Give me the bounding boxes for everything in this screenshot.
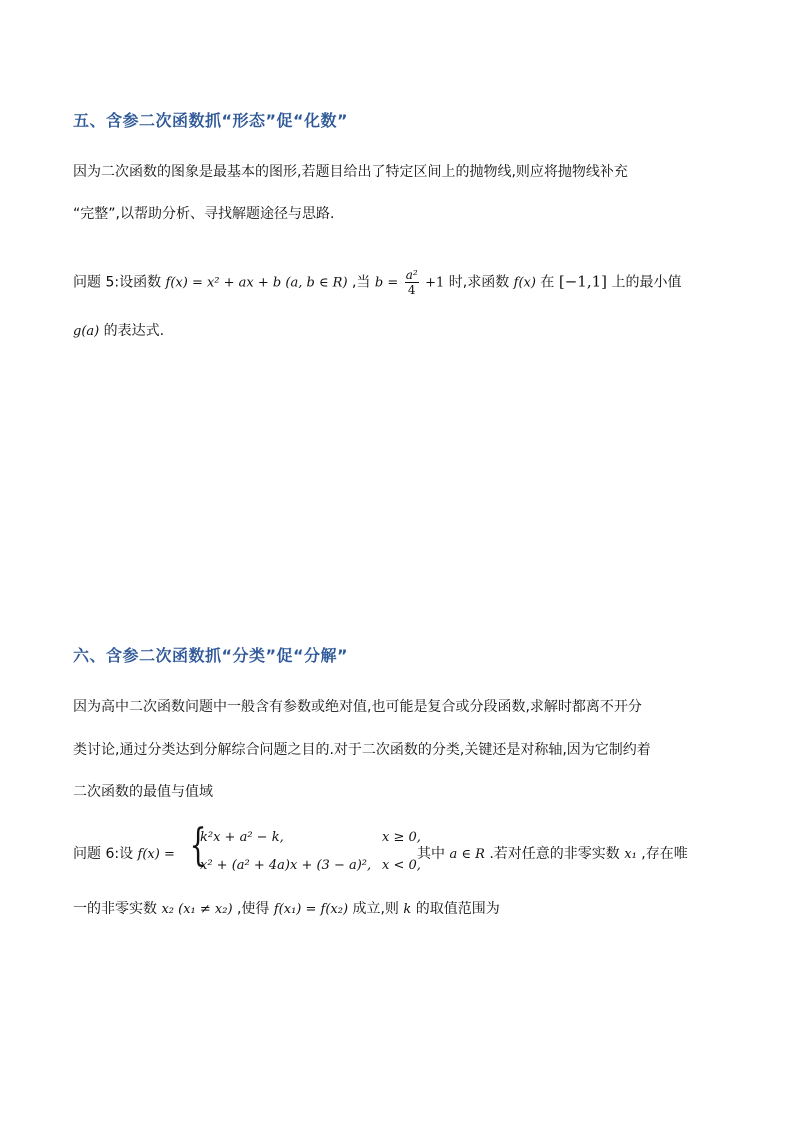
problem5-interval: [−1,1] bbox=[558, 272, 607, 291]
problem6-where: 其中 bbox=[417, 846, 445, 862]
problem6-after-r: .若对任意的非零实数 bbox=[489, 846, 620, 862]
problem5-in: 在 bbox=[540, 274, 555, 291]
problem6-x1: x₁ bbox=[624, 847, 637, 862]
piecewise-case2: x² + (a² + 4a)x + (3 − a)², bbox=[200, 858, 372, 873]
problem6-fx-eq: f(x) = bbox=[137, 847, 175, 862]
problem6-label-wrap bbox=[73, 844, 175, 865]
problem5-b-eq: b = bbox=[374, 275, 399, 291]
problem6-exists: ,存在唯 bbox=[641, 846, 688, 862]
section5-para-line2: “完整”,以帮助分析、寻找解题途径与思路. bbox=[73, 206, 335, 222]
problem6-label: 问题 6:设 bbox=[73, 846, 134, 862]
problem6-f-eq: f(x₁) = f(x₂) bbox=[273, 902, 349, 917]
section6-para-line1: 因为高中二次函数问题中一般含有参数或绝对值,也可能是复合或分段函数,求解时都离不开分 bbox=[73, 699, 642, 715]
problem6-x2-cond: x₂ (x₁ ≠ x₂) bbox=[161, 902, 233, 917]
problem5-ga: g(a) bbox=[73, 324, 100, 339]
problem5-when: ,当 bbox=[351, 274, 371, 291]
piecewise-cond2: x < 0, bbox=[382, 858, 421, 873]
problem5-label: 问题 5:设函数 bbox=[73, 274, 162, 291]
problem5-line1 bbox=[73, 268, 681, 297]
problem6-a-in-r: a ∈ R bbox=[449, 847, 485, 862]
problem5-fx: f(x) bbox=[513, 275, 536, 291]
fraction-numerator: a² bbox=[405, 268, 418, 282]
problem6-line2-a: 一的非零实数 bbox=[73, 901, 157, 917]
problem5-fraction bbox=[405, 268, 419, 297]
fraction-denominator: 4 bbox=[407, 283, 416, 297]
problem6-line2-d: 的取值范围为 bbox=[415, 901, 500, 917]
problem5-expr: 的表达式. bbox=[103, 323, 165, 339]
problem5-plus-one: +1 bbox=[425, 275, 445, 291]
problem5-line2 bbox=[73, 321, 164, 342]
section6-heading: 六、含参二次函数抓“分类”促“分解” bbox=[73, 646, 349, 665]
problem6-line2-b: ,使得 bbox=[236, 901, 270, 917]
piecewise-brace: { bbox=[189, 820, 207, 871]
piecewise-case1: k²x + a² − k, bbox=[200, 830, 284, 845]
section6-para-line2: 类讨论,通过分类达到分解综合问题之目的.对于二次函数的分类,关键还是对称轴,因为它制约着 bbox=[73, 742, 651, 758]
problem6-line1-tail bbox=[417, 844, 688, 865]
section5-para-line1: 因为二次函数的图象是最基本的图形,若题目给出了特定区间上的抛物线,则应将抛物线补充 bbox=[73, 164, 628, 180]
problem6-k: k bbox=[403, 902, 412, 917]
section6-para-line3: 二次函数的最值与值域 bbox=[73, 784, 213, 800]
problem5-function-def: f(x) = x² + ax + b (a, b ∈ R) bbox=[165, 275, 348, 291]
piecewise-cond1: x ≥ 0, bbox=[382, 830, 421, 845]
problem5-min: 上的最小值 bbox=[611, 274, 682, 291]
problem6-line2 bbox=[73, 899, 500, 920]
problem6-line2-c: 成立,则 bbox=[352, 901, 399, 917]
problem5-time: 时,求函数 bbox=[448, 274, 510, 291]
section5-heading: 五、含参二次函数抓“形态”促“化数” bbox=[73, 111, 349, 130]
